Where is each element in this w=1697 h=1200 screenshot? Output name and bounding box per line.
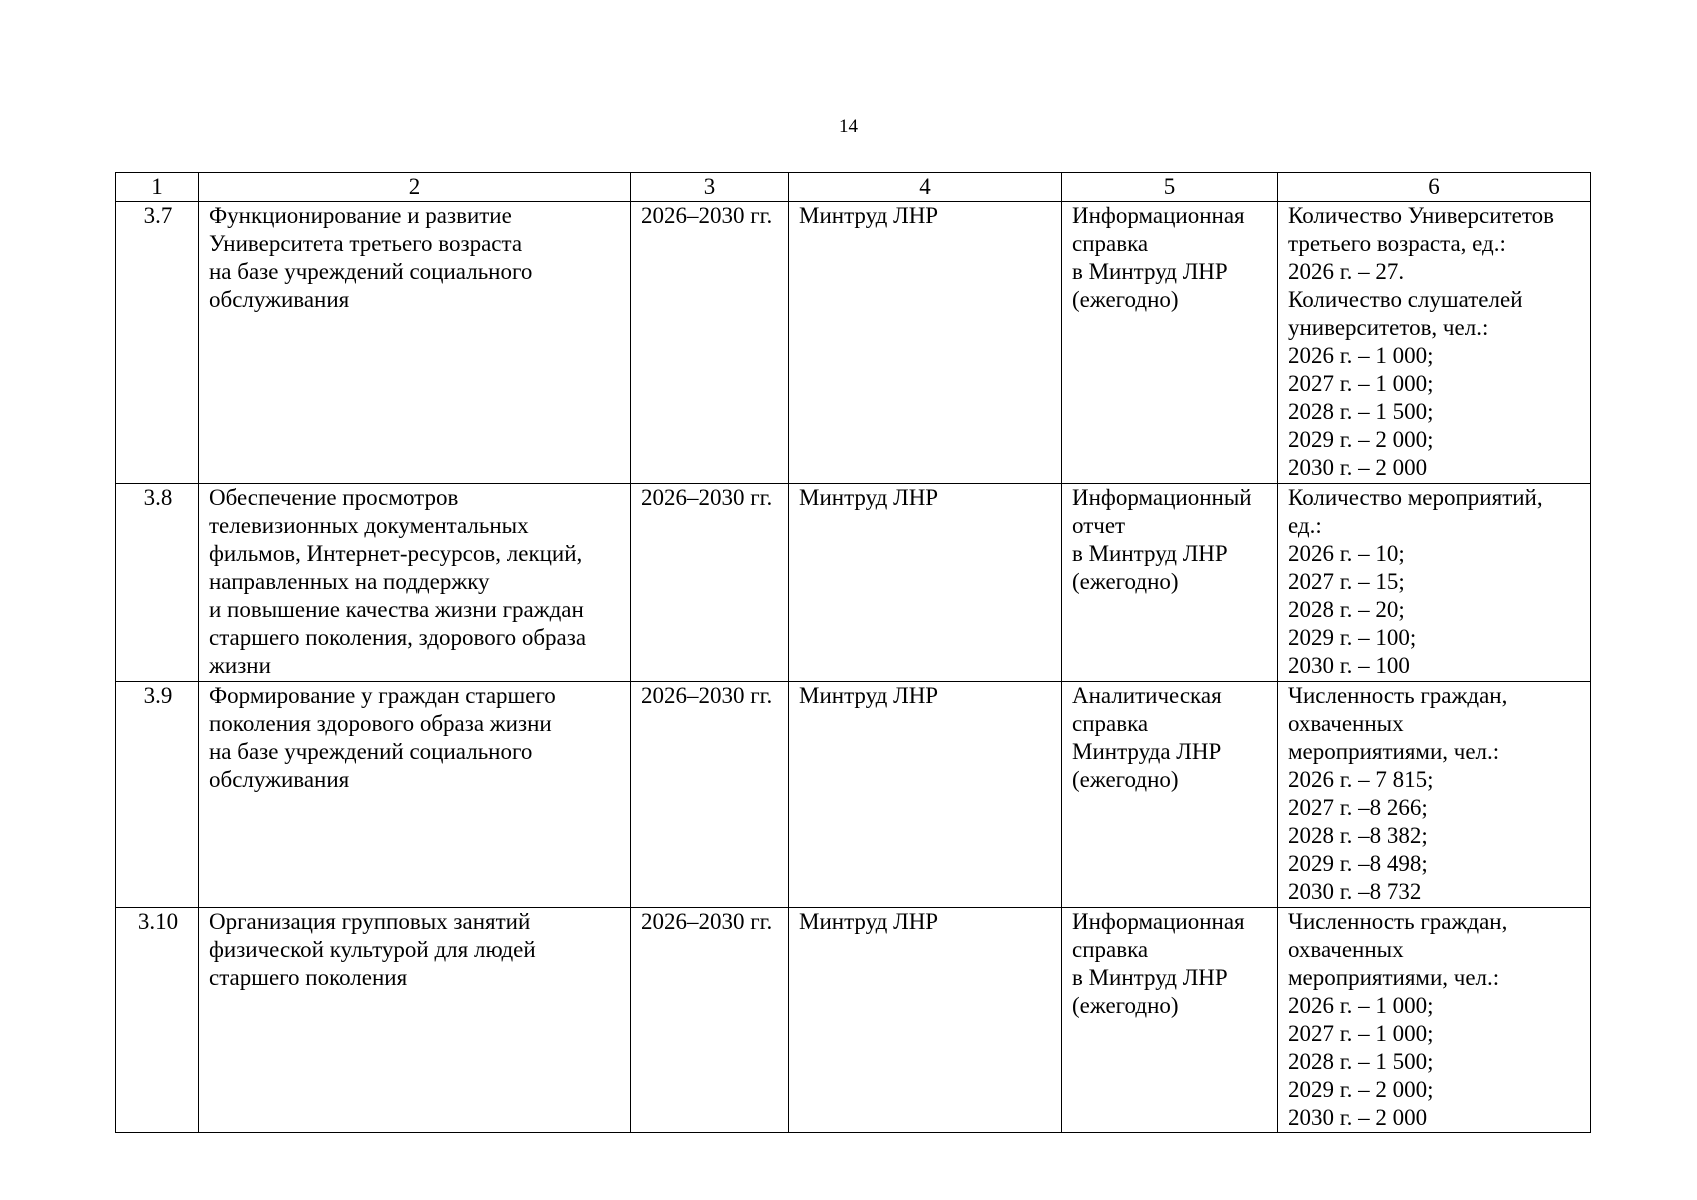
activity-line: физической культурой для людей xyxy=(209,937,536,962)
measures-table xyxy=(115,172,1591,1133)
activity-line: на базе учреждений социального xyxy=(209,739,533,764)
executor-cell: Минтруд ЛНР xyxy=(789,908,1062,1133)
indicator-line: 2029 г. – 100; xyxy=(1288,625,1417,650)
activity-line: фильмов, Интернет-ресурсов, лекций, xyxy=(209,541,583,566)
activity-line: и повышение качества жизни граждан xyxy=(209,597,584,622)
report-line: (ежегодно) xyxy=(1072,569,1179,594)
executor-cell: Минтруд ЛНР xyxy=(789,202,1062,484)
activity-line: жизни xyxy=(209,653,271,678)
report-line: Информационная xyxy=(1072,909,1245,934)
indicator-line: охваченных xyxy=(1288,711,1404,736)
indicator-line: 2026 г. – 1 000; xyxy=(1288,993,1434,1018)
row-number: 3.8 xyxy=(116,484,199,682)
report-line: справка xyxy=(1072,231,1149,256)
indicator-line: ед.: xyxy=(1288,513,1322,538)
indicator-line: 2028 г. – 1 500; xyxy=(1288,399,1434,424)
indicator-line: 2026 г. – 7 815; xyxy=(1288,767,1434,792)
indicator-line: третьего возраста, ед.: xyxy=(1288,231,1506,256)
indicator-line: 2028 г. – 1 500; xyxy=(1288,1049,1434,1074)
indicator-line: 2030 г. –8 732 xyxy=(1288,879,1422,904)
activity-line: поколения здорового образа жизни xyxy=(209,711,552,736)
term-cell: 2026–2030 гг. xyxy=(631,682,789,908)
indicator-line: мероприятиями, чел.: xyxy=(1288,965,1500,990)
header-cell-2: 2 xyxy=(199,173,631,202)
table-row xyxy=(116,484,1591,682)
indicators-cell xyxy=(1278,908,1591,1133)
indicator-line: 2027 г. –8 266; xyxy=(1288,795,1428,820)
indicator-line: 2030 г. – 2 000 xyxy=(1288,1105,1428,1130)
indicator-line: Численность граждан, xyxy=(1288,909,1508,934)
activity-line: телевизионных документальных xyxy=(209,513,529,538)
report-line: (ежегодно) xyxy=(1072,767,1179,792)
indicator-line: 2028 г. –8 382; xyxy=(1288,823,1428,848)
indicator-line: 2027 г. – 1 000; xyxy=(1288,371,1434,396)
report-line: справка xyxy=(1072,711,1149,736)
report-line: в Минтруд ЛНР xyxy=(1072,541,1228,566)
page-number: 14 xyxy=(839,116,858,137)
indicator-line: Количество Университетов xyxy=(1288,203,1554,228)
executor-cell: Минтруд ЛНР xyxy=(789,682,1062,908)
indicators-cell xyxy=(1278,484,1591,682)
indicator-line: 2029 г. –8 498; xyxy=(1288,851,1428,876)
activity-line: направленных на поддержку xyxy=(209,569,490,594)
indicator-line: 2026 г. – 1 000; xyxy=(1288,343,1434,368)
report-line: Аналитическая xyxy=(1072,683,1222,708)
report-cell xyxy=(1062,908,1278,1133)
indicator-line: 2028 г. – 20; xyxy=(1288,597,1405,622)
indicator-line: 2030 г. – 100 xyxy=(1288,653,1410,678)
indicator-line: 2029 г. – 2 000; xyxy=(1288,427,1434,452)
indicator-line: 2030 г. – 2 000 xyxy=(1288,455,1428,480)
table-row xyxy=(116,908,1591,1133)
activity-line: Обеспечение просмотров xyxy=(209,485,459,510)
activity-cell xyxy=(199,682,631,908)
report-line: Минтруда ЛНР xyxy=(1072,739,1222,764)
activity-line: на базе учреждений социального xyxy=(209,259,533,284)
row-number: 3.10 xyxy=(116,908,199,1133)
activity-line: Функционирование и развитие xyxy=(209,203,512,228)
report-cell xyxy=(1062,484,1278,682)
activity-cell xyxy=(199,908,631,1133)
term-cell: 2026–2030 гг. xyxy=(631,484,789,682)
table-row xyxy=(116,682,1591,908)
indicator-line: 2027 г. – 15; xyxy=(1288,569,1405,594)
report-cell xyxy=(1062,202,1278,484)
indicators-cell xyxy=(1278,682,1591,908)
activity-line: Университета третьего возраста xyxy=(209,231,523,256)
activity-line: обслуживания xyxy=(209,287,350,312)
indicator-line: Количество мероприятий, xyxy=(1288,485,1543,510)
report-line: (ежегодно) xyxy=(1072,287,1179,312)
activity-cell xyxy=(199,484,631,682)
table-header-row xyxy=(116,173,1591,202)
indicator-line: Численность граждан, xyxy=(1288,683,1508,708)
activity-line: Формирование у граждан старшего xyxy=(209,683,556,708)
report-line: (ежегодно) xyxy=(1072,993,1179,1018)
indicator-line: Количество слушателей xyxy=(1288,287,1523,312)
report-line: в Минтруд ЛНР xyxy=(1072,965,1228,990)
activity-cell xyxy=(199,202,631,484)
term-cell: 2026–2030 гг. xyxy=(631,908,789,1133)
table-row xyxy=(116,202,1591,484)
indicator-line: мероприятиями, чел.: xyxy=(1288,739,1500,764)
activity-line: старшего поколения, здорового образа xyxy=(209,625,587,650)
indicator-line: 2026 г. – 10; xyxy=(1288,541,1405,566)
indicator-line: 2029 г. – 2 000; xyxy=(1288,1077,1434,1102)
term-cell: 2026–2030 гг. xyxy=(631,202,789,484)
report-cell xyxy=(1062,682,1278,908)
report-line: в Минтруд ЛНР xyxy=(1072,259,1228,284)
header-cell-6: 6 xyxy=(1278,173,1591,202)
indicator-line: 2027 г. – 1 000; xyxy=(1288,1021,1434,1046)
indicator-line: 2026 г. – 27. xyxy=(1288,259,1405,284)
indicator-line: охваченных xyxy=(1288,937,1404,962)
indicator-line: университетов, чел.: xyxy=(1288,315,1489,340)
report-line: Информационный xyxy=(1072,485,1252,510)
activity-line: старшего поколения xyxy=(209,965,408,990)
row-number: 3.9 xyxy=(116,682,199,908)
report-line: Информационная xyxy=(1072,203,1245,228)
indicators-cell xyxy=(1278,202,1591,484)
report-line: отчет xyxy=(1072,513,1126,538)
header-cell-4: 4 xyxy=(789,173,1062,202)
row-number: 3.7 xyxy=(116,202,199,484)
executor-cell: Минтруд ЛНР xyxy=(789,484,1062,682)
activity-line: Организация групповых занятий xyxy=(209,909,531,934)
activity-line: обслуживания xyxy=(209,767,350,792)
header-cell-5: 5 xyxy=(1062,173,1278,202)
header-cell-1: 1 xyxy=(116,173,199,202)
header-cell-3: 3 xyxy=(631,173,789,202)
report-line: справка xyxy=(1072,937,1149,962)
